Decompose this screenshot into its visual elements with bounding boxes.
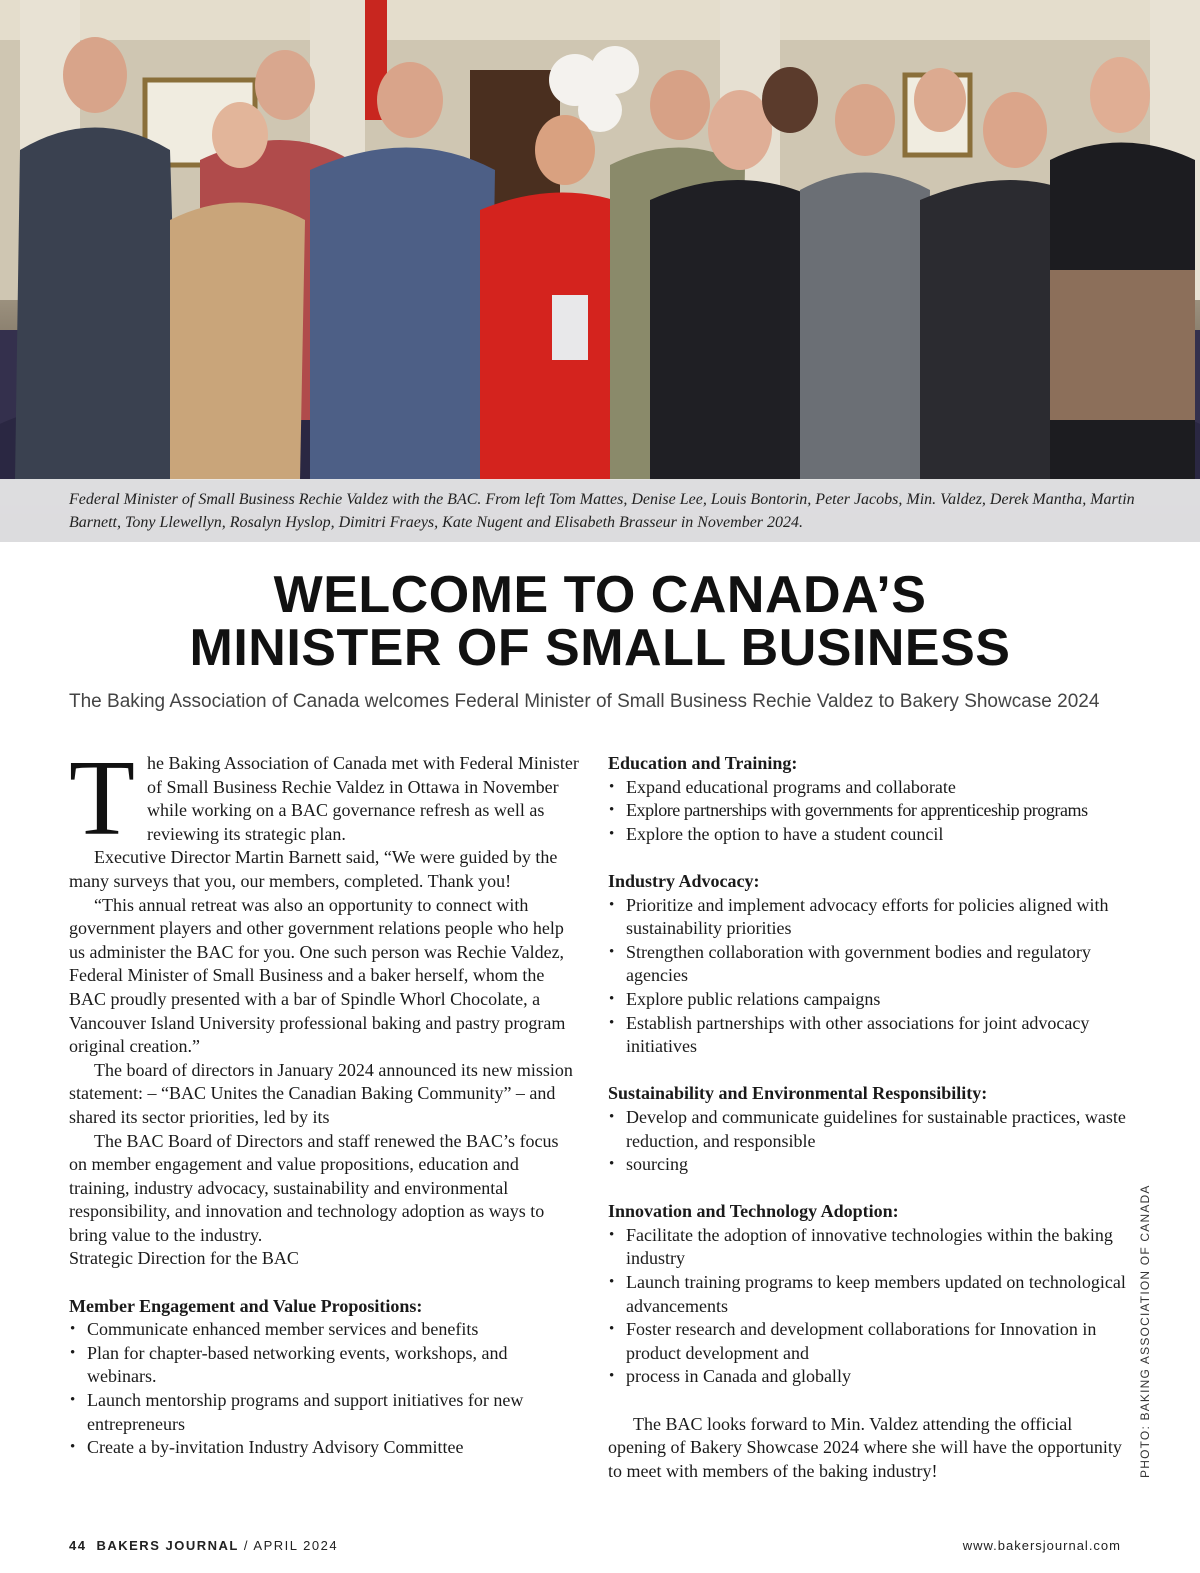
section-title: Education and Training: — [608, 753, 798, 773]
deck-subtitle: The Baking Association of Canada welcomes Federal Minister of Small Business Rechie Valdez to Bakery Showcase 2024 — [69, 691, 1100, 712]
section-title: Member Engagement and Value Propositions: — [69, 1295, 423, 1316]
list-item: • Establish partnerships with other associations for joint advocacy initiatives — [608, 1012, 1128, 1059]
bullet-list — [608, 776, 1128, 847]
paragraph: The BAC Board of Directors and staff renewed the BAC’s focus on member engagement and value propositions, education and training, industry advocacy, sustainability and environmental responsibility, and innovation and technology adoption as ways to bring value to the industry. — [69, 1130, 559, 1245]
list-item: • Facilitate the adoption of innovative technologies within the baking industry — [608, 1224, 1128, 1271]
bullet-list — [608, 894, 1128, 1059]
paragraph: The board of directors in January 2024 announced its new mission statement: – “BAC Unites the Canadian Baking Community” – and shared its sector priorities, led by its — [69, 1059, 573, 1127]
group-photo — [0, 0, 1200, 542]
list-item: • Communicate enhanced member services and benefits — [69, 1318, 581, 1342]
group-photo-icon — [0, 0, 1200, 480]
list-item: • Explore the option to have a student council — [608, 823, 1128, 847]
headline — [0, 566, 1200, 677]
closing-paragraph: The BAC looks forward to Min. Valdez attending the official opening of Bakery Showcase 2024 where she will have the opportunity to meet with members of the baking industry! — [608, 1413, 1122, 1481]
list-item: • Launch mentorship programs and support initiatives for new entrepreneurs — [69, 1389, 581, 1436]
issue-date: / APRIL 2024 — [238, 1538, 339, 1553]
headline-line-2: MINISTER OF SMALL BUSINESS — [189, 619, 1011, 677]
list-item: • Launch training programs to keep members updated on technological advancements — [608, 1271, 1128, 1318]
bullet-list — [608, 1224, 1128, 1389]
paragraph: “This annual retreat was also an opportunity to connect with government players and other government relations people who help us administer the BAC for you. One such person was Rechie Valdez, Federal Minister of Small Business and a baker herself, whom the BAC proudly presented with a bar of Spindle Whorl Chocolate, a Vancouver Island University professional baking and pastry program original creation.” — [69, 894, 566, 1057]
list-item: • Strengthen collaboration with government bodies and regulatory agencies — [608, 941, 1128, 988]
publication-name: BAKERS JOURNAL — [96, 1538, 239, 1553]
list-item: • process in Canada and globally — [608, 1365, 1128, 1389]
paragraph: he Baking Association of Canada met with Federal Minister of Small Business Rechie Valdez in Ottawa in November while working on a BAC governance refresh as well as reviewing its strategic plan. — [146, 753, 579, 844]
list-item: • Create a by-invitation Industry Advisory Committee — [69, 1436, 581, 1460]
list-item: • Prioritize and implement advocacy efforts for policies aligned with sustainability priorities — [608, 894, 1128, 941]
list-item: • Develop and communicate guidelines for sustainable practices, waste reduction, and responsible — [608, 1106, 1128, 1153]
drop-cap: T — [69, 739, 135, 858]
bullet-list — [69, 1318, 581, 1460]
section-title: Industry Advocacy: — [608, 870, 760, 891]
photo-credit: PHOTO: BAKING ASSOCIATION OF CANADA — [1138, 1184, 1152, 1478]
bullet-list — [608, 1106, 1128, 1177]
list-item: • Foster research and development collaborations for Innovation in product development and — [608, 1318, 1128, 1365]
right-column — [608, 752, 1128, 1483]
list-item: • Plan for chapter-based networking events, workshops, and webinars. — [69, 1342, 581, 1389]
left-column — [69, 739, 581, 1460]
website-link[interactable]: www.bakersjournal.com — [962, 1538, 1121, 1553]
section-title: Innovation and Technology Adoption: — [608, 1201, 899, 1222]
paragraph: Executive Director Martin Barnett said, “We were guided by the many surveys that you, our members, completed. Thank you! — [69, 847, 558, 891]
footer-folio — [69, 1538, 338, 1553]
list-item: • Expand educational programs and collaborate — [608, 776, 1128, 800]
page-number: 44 — [69, 1538, 87, 1553]
list-item: • Explore public relations campaigns — [608, 988, 1128, 1012]
headline-line-1: WELCOME TO CANADA’S — [273, 566, 927, 624]
strategic-heading: Strategic Direction for the BAC — [69, 1248, 299, 1269]
section-title: Sustainability and Environmental Responsibility: — [608, 1083, 988, 1104]
photo-caption: Federal Minister of Small Business Rechie Valdez with the BAC. From left Tom Mattes, Denise Lee, Louis Bontorin, Peter Jacobs, Min. Valdez, Derek Mantha, Martin Barnett, Tony Llewellyn, Rosalyn Hyslop, Dimitri Fraeys, Kate Nugent and Elisabeth Brasseur in November 2024. — [69, 491, 1135, 531]
list-item: • sourcing — [608, 1153, 1128, 1177]
list-item: • Explore partnerships with governments for apprenticeship programs — [608, 799, 1128, 823]
